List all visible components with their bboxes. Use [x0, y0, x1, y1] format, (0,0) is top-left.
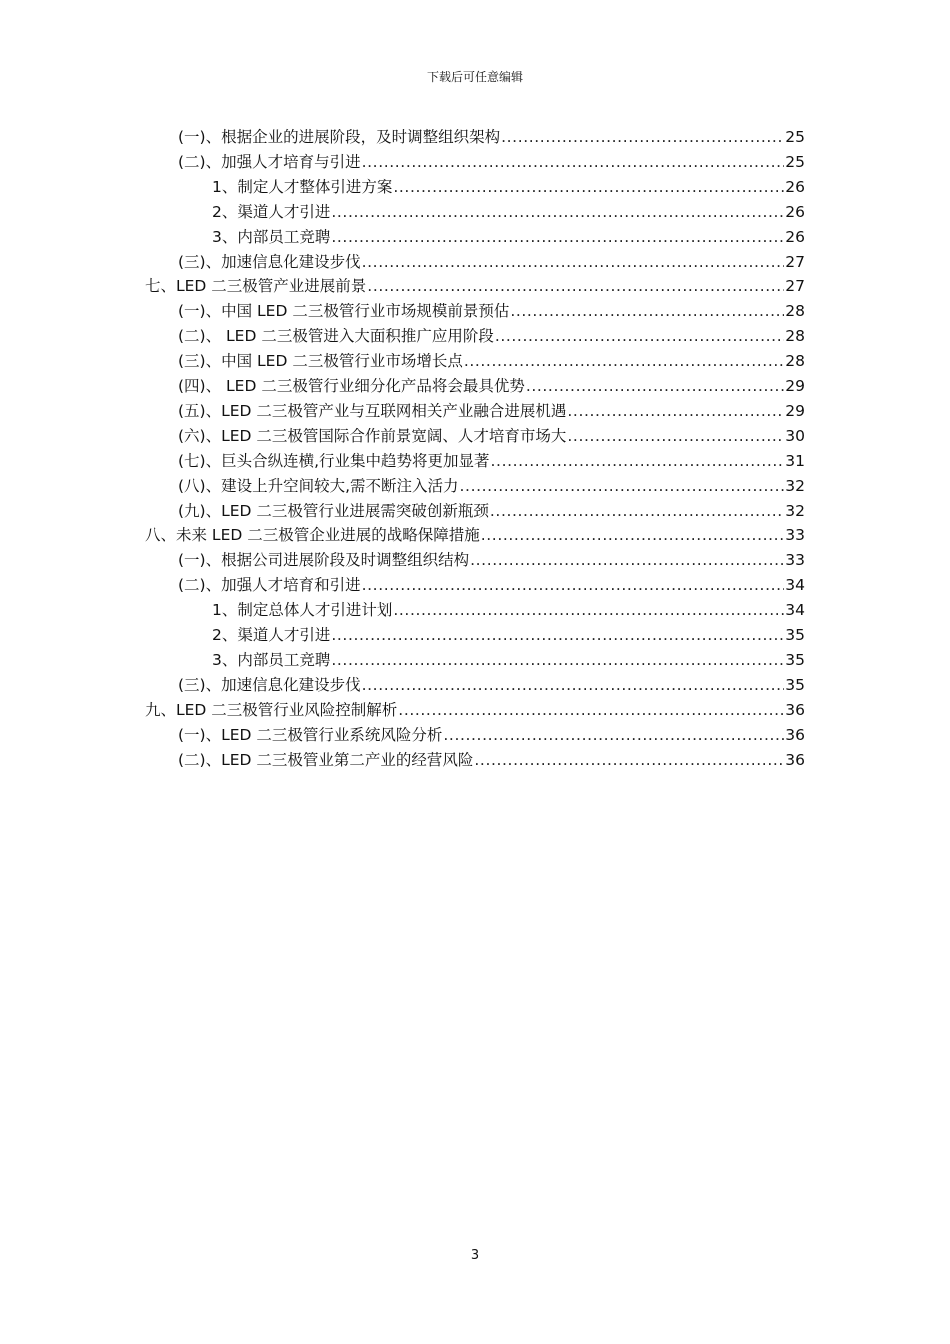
toc-entry[interactable] [178, 574, 805, 596]
toc-entry-page: 36 [785, 751, 805, 769]
toc-entry[interactable] [178, 724, 805, 746]
toc-entry[interactable] [212, 226, 805, 248]
toc-entry[interactable] [178, 151, 805, 173]
toc-dot-leader [331, 226, 784, 248]
toc-entry[interactable] [145, 275, 805, 297]
toc-entry-title: (二)、加强人才培育与引进 [178, 153, 361, 171]
toc-dot-leader [331, 649, 784, 671]
toc-entry[interactable] [212, 201, 805, 223]
toc-entry-page: 29 [785, 402, 805, 420]
toc-entry-page: 32 [785, 477, 805, 495]
toc-entry[interactable] [178, 251, 805, 273]
toc-dot-leader [331, 624, 784, 646]
toc-entry-page: 27 [785, 253, 805, 271]
toc-entry-page: 36 [785, 701, 805, 719]
toc-entry-title: (二)、 LED 二三极管进入大面积推广应用阶段 [178, 327, 494, 345]
toc-entry-title: (八)、建设上升空间较大,需不断注入活力 [178, 477, 459, 495]
toc-dot-leader [474, 749, 784, 771]
toc-dot-leader [367, 275, 784, 297]
toc-dot-leader [393, 599, 784, 621]
toc-entry-page: 33 [785, 551, 805, 569]
toc-entry[interactable] [145, 699, 805, 721]
toc-entry-title: 3、内部员工竞聘 [212, 651, 331, 669]
toc-dot-leader [501, 126, 784, 148]
toc-dot-leader [362, 151, 785, 173]
toc-entry[interactable] [212, 599, 805, 621]
toc-dot-leader [393, 176, 784, 198]
toc-dot-leader [526, 375, 784, 397]
toc-entry-title: (七)、巨头合纵连横,行业集中趋势将更加显著 [178, 452, 490, 470]
toc-entry-page: 25 [785, 153, 805, 171]
toc-entry-title: 3、内部员工竞聘 [212, 228, 331, 246]
toc-entry[interactable] [212, 624, 805, 646]
toc-dot-leader [491, 450, 785, 472]
toc-entry-title: (四)、 LED 二三极管行业细分化产品将会最具优势 [178, 377, 525, 395]
toc-entry[interactable] [178, 425, 805, 447]
toc-dot-leader [495, 325, 784, 347]
toc-entry[interactable] [178, 475, 805, 497]
toc-entry-title: (一)、根据企业的进展阶段，及时调整组织架构 [178, 128, 501, 146]
toc-entry-page: 29 [785, 377, 805, 395]
toc-entry-title: (五)、LED 二三极管产业与互联网相关产业融合进展机遇 [178, 402, 567, 420]
toc-entry-title: (二)、加强人才培育和引进 [178, 576, 361, 594]
toc-entry-title: (一)、中国 LED 二三极管行业市场规模前景预估 [178, 302, 510, 320]
toc-entry-title: (三)、加速信息化建设步伐 [178, 253, 361, 271]
toc-entry-title: (三)、中国 LED 二三极管行业市场增长点 [178, 352, 463, 370]
toc-entry-page: 27 [785, 277, 805, 295]
toc-entry[interactable] [212, 649, 805, 671]
toc-entry-title: 七、LED 二三极管产业进展前景 [145, 277, 367, 295]
toc-entry-page: 36 [785, 726, 805, 744]
toc-entry[interactable] [178, 749, 805, 771]
toc-entry[interactable] [178, 549, 805, 571]
toc-entry-page: 26 [785, 203, 805, 221]
toc-entry-page: 30 [785, 427, 805, 445]
toc-entry-title: (二)、LED 二三极管业第二产业的经营风险 [178, 751, 474, 769]
page-number: 3 [470, 1248, 480, 1263]
toc-dot-leader [567, 400, 784, 422]
toc-entry[interactable] [178, 126, 805, 148]
toc-entry-page: 32 [785, 502, 805, 520]
toc-dot-leader [362, 674, 785, 696]
toc-entry[interactable] [178, 300, 805, 322]
toc-entry-title: (三)、加速信息化建设步伐 [178, 676, 361, 694]
toc-dot-leader [331, 201, 784, 223]
toc-entry[interactable] [178, 450, 805, 472]
toc-entry-title: 2、渠道人才引进 [212, 203, 331, 221]
toc-entry[interactable] [178, 350, 805, 372]
toc-dot-leader [460, 475, 785, 497]
toc-entry-page: 26 [785, 228, 805, 246]
toc-dot-leader [362, 251, 785, 273]
toc-entry-page: 26 [785, 178, 805, 196]
toc-dot-leader [481, 524, 785, 546]
toc-entry[interactable] [178, 325, 805, 347]
toc-entry-title: (一)、根据公司进展阶段及时调整组织结构 [178, 551, 470, 569]
toc-dot-leader [398, 699, 784, 721]
toc-entry[interactable] [212, 176, 805, 198]
toc-entry-page: 33 [785, 526, 805, 544]
toc-entry[interactable] [178, 375, 805, 397]
toc-entry-title: 九、LED 二三极管行业风险控制解析 [145, 701, 398, 719]
toc-entry-page: 28 [785, 352, 805, 370]
toc-entry-page: 34 [785, 601, 805, 619]
toc-entry-page: 35 [785, 676, 805, 694]
toc-entry-title: (六)、LED 二三极管国际合作前景宽阔、人才培育市场大 [178, 427, 567, 445]
toc-dot-leader [470, 549, 784, 571]
toc-entry[interactable] [145, 524, 805, 546]
toc-entry-title: 2、渠道人才引进 [212, 626, 331, 644]
toc-entry-page: 35 [785, 626, 805, 644]
toc-entry-page: 35 [785, 651, 805, 669]
toc-dot-leader [490, 500, 784, 522]
toc-entry-title: 八、未来 LED 二三极管企业进展的战略保障措施 [145, 526, 480, 544]
toc-entry-title: (九)、LED 二三极管行业进展需突破创新瓶颈 [178, 502, 489, 520]
toc-entry-page: 25 [785, 128, 805, 146]
toc-entry[interactable] [178, 500, 805, 522]
toc-dot-leader [510, 300, 784, 322]
toc-dot-leader [464, 350, 784, 372]
toc-entry-page: 28 [785, 327, 805, 345]
toc-entry[interactable] [178, 674, 805, 696]
toc-entry-title: 1、制定人才整体引进方案 [212, 178, 393, 196]
page-header: 下载后可任意编辑 [426, 70, 523, 84]
toc-entry-title: 1、制定总体人才引进计划 [212, 601, 393, 619]
toc-dot-leader [567, 425, 784, 447]
toc-dot-leader [362, 574, 785, 596]
toc-entry-page: 31 [785, 452, 805, 470]
toc-entry-page: 28 [785, 302, 805, 320]
toc-entry-title: (一)、LED 二三极管行业系统风险分析 [178, 726, 443, 744]
toc-entry[interactable] [178, 400, 805, 422]
toc-entry-page: 34 [785, 576, 805, 594]
toc-dot-leader [443, 724, 784, 746]
